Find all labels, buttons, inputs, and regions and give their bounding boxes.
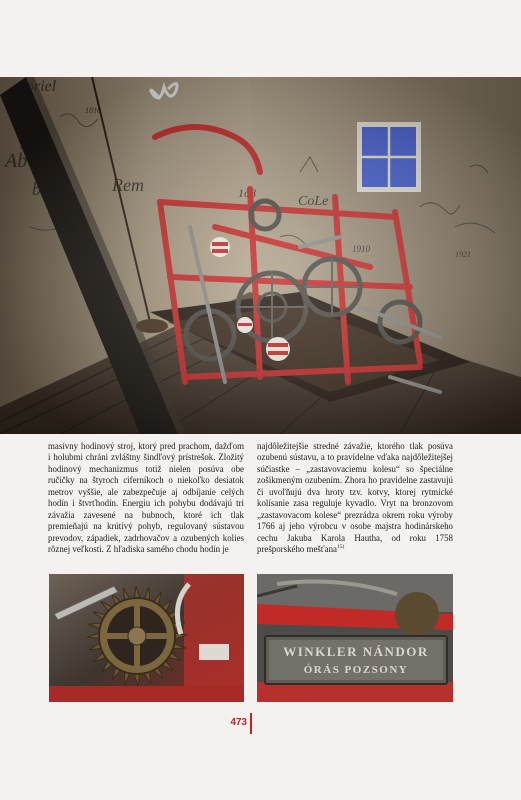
article-paragraph: [257, 441, 453, 556]
article-paragraph: masívny hodinový stroj, ktorý pred prachom, dažďom i holubmi chráni zvláštny šindľový prístrešok. Zložitý hodinový mechanizmus totiž nielen posúva obe ručičky na štyroch ciferníkoch o niekoľko desiatok metrov vyššie, ale zabezpečuje aj odbíjanie celých hodín i štvrťhodín. Energiu ich pohybu dodávajú tri závažia zavesené na bubnoch, ktoré ich tlak premieňajú na krútivý pohyb, regulovaný sústavou prevodov, západiek, zadrhovačov a ozubených kolies rôznej veľkosti. Z hľadiska samého chodu hodín je: [48, 441, 244, 555]
article-column-left: [48, 441, 244, 556]
article-text: najdôležitejšie stredné závažie, ktorého tlak posúva ozubenú sústavu, a to pravidelne vďaka najdôležitejšej súčiastke – „zastavovaciemu kolesu“ so špeciálne zošikmeným ozubením. Zhora ho pravidelne zastavujú či uvoľňujú dva hroty tzv. kotvy, ktorej rytmické kolísanie zasa reguluje kyvadlo. Vryt na bronzovom „zastavovacom kolese“ prezrádza okrem roku výroby 1766 aj jeho výrobcu v osobe majstra hodinárskeho cechu Jakuba Karola Hautha, od roku 1758 prešporského mešťana: [257, 441, 453, 555]
footnote-reference: 15): [336, 544, 345, 551]
maker-plaque-photo: [257, 574, 453, 702]
clockwork-photo: [0, 77, 521, 434]
page-number: 473: [230, 717, 247, 728]
article-column-right: [257, 441, 453, 556]
plaque-maker-name: WINKLER NÁNDOR: [283, 644, 429, 659]
escape-wheel-photo: [49, 574, 244, 702]
plaque-maker-city: ÓRÁS POZSONY: [303, 664, 409, 676]
page-folio: [220, 716, 260, 732]
folio-rule: [250, 713, 252, 734]
